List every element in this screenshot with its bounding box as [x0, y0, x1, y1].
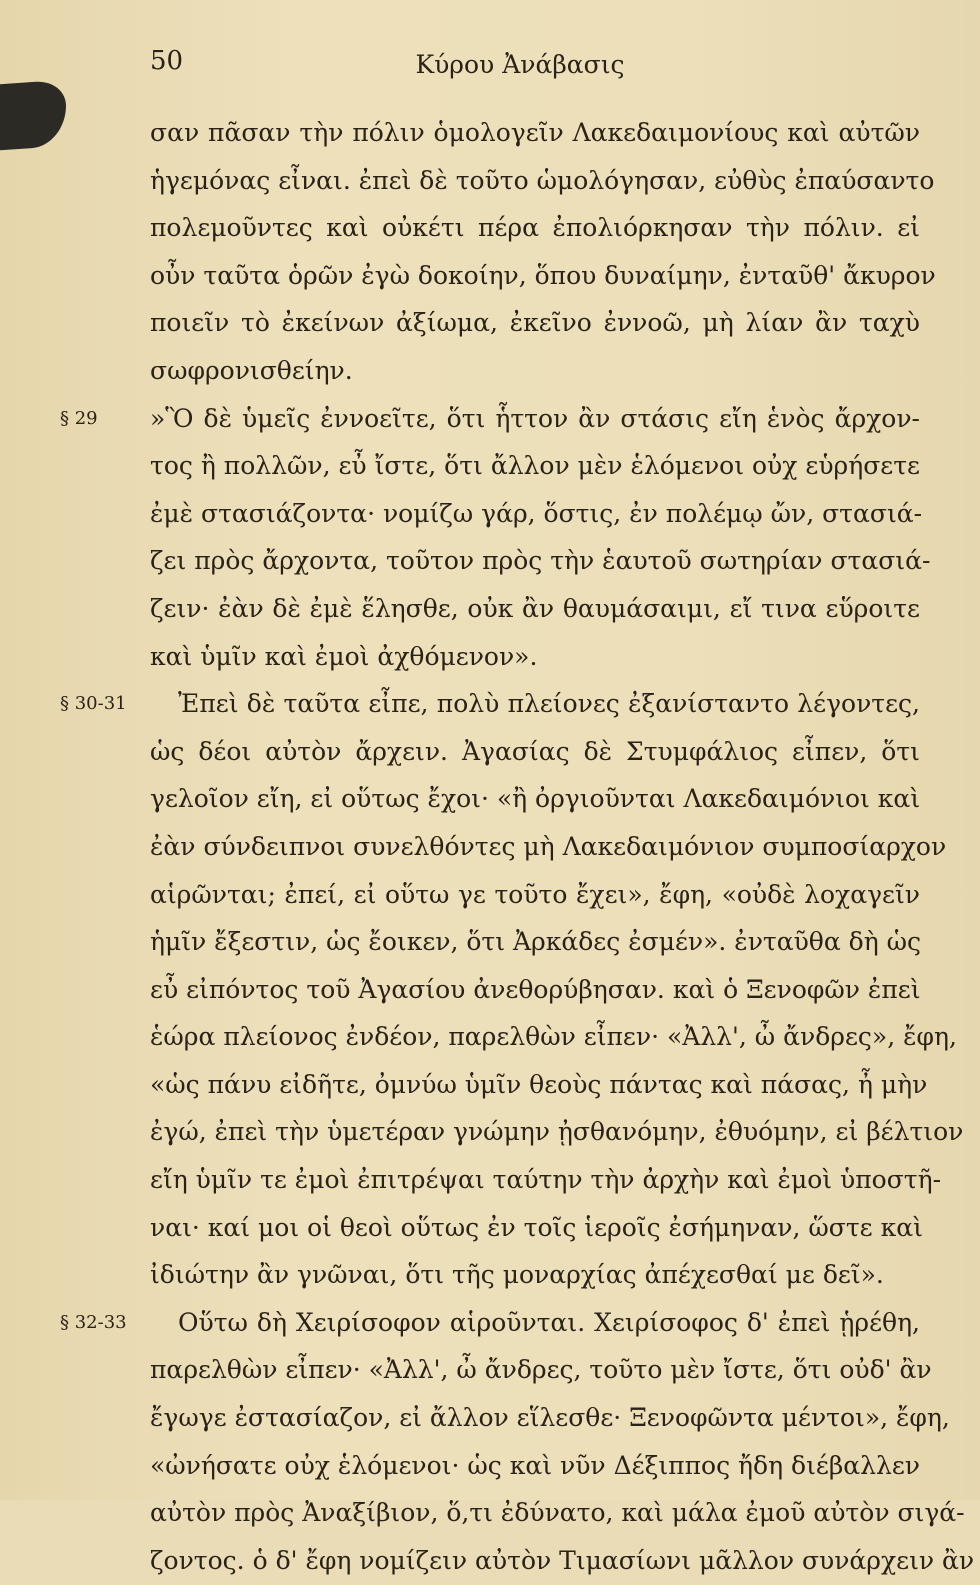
line-text: ἑώρα πλείονος ἐνδέον, παρελθὼν εἶπεν· «Ἀλλ', ὦ ἄνδρες», ἔφη,	[150, 1022, 957, 1052]
text-line	[0, 681, 980, 729]
text-line	[0, 824, 980, 872]
line-text: αὐτὸν πρὸς Ἀναξίβιον, ὅ,τι ἐδύνατο, καὶ μάλα ἐμοῦ αὐτὸν σιγά-	[150, 1498, 965, 1528]
line-text: ἔγωγε ἐστασίαζον, εἰ ἄλλον εἵλεσθε· Ξενοφῶντα μέντοι», ἔφη,	[150, 1403, 950, 1433]
line-text: οὖν ταῦτα ὁρῶν ἐγὼ δοκοίην, ὅπου δυναίμην, ἐνταῦθ' ἄκυρον	[150, 260, 936, 290]
text-line	[0, 1109, 980, 1157]
line-text: Οὕτω δὴ Χειρίσοφον αἱροῦνται. Χειρίσοφος δ' ἐπεὶ ᾑρέθη,	[178, 1307, 920, 1337]
text-line	[0, 253, 980, 301]
line-text: εἴη ὑμῖν τε ἐμοὶ ἐπιτρέψαι ταύτην τὴν ἀρχὴν καὶ ἐμοὶ ὑποστῆ-	[150, 1165, 942, 1195]
line-text: ζειν· ἐὰν δὲ ἐμὲ ἕλησθε, οὐκ ἂν θαυμάσαιμι, εἴ τινα εὕροιτε	[150, 593, 920, 623]
text-line	[0, 538, 980, 586]
text-line	[0, 110, 980, 158]
text-line	[0, 396, 980, 444]
page-number: 50	[150, 46, 184, 76]
running-head: Κύρου Ἀνάβασις	[415, 50, 625, 79]
line-text: ἐμὲ στασιάζοντα· νομίζω γάρ, ὅστις, ἐν πολέμῳ ὤν, στασιά-	[150, 498, 923, 528]
text-line	[0, 1205, 980, 1253]
section-marker: § 30-31	[60, 693, 127, 715]
text-line	[0, 205, 980, 253]
line-text: σαν πᾶσαν τὴν πόλιν ὁμολογεῖν Λακεδαιμονίους καὶ αὐτῶν	[150, 118, 920, 147]
text-line	[0, 1062, 980, 1110]
text-line	[0, 872, 980, 920]
text-body	[0, 110, 980, 1585]
text-line	[0, 348, 980, 396]
section-marker: § 29	[60, 407, 98, 429]
text-line	[0, 1395, 980, 1443]
line-text: σωφρονισθείην.	[150, 355, 353, 385]
text-line	[0, 491, 980, 539]
text-line	[0, 776, 980, 824]
text-line	[0, 634, 980, 682]
line-text: αἱρῶνται; ἐπεί, εἰ οὕτω γε τοῦτο ἔχει», ἔφη, «οὐδὲ λοχαγεῖν	[150, 879, 920, 909]
text-line	[0, 1490, 980, 1538]
text-line	[0, 158, 980, 206]
line-text: ποιεῖν τὸ ἐκείνων ἀξίωμα, ἐκεῖνο ἐννοῶ, μὴ λίαν ἂν ταχὺ	[150, 308, 920, 338]
line-text: «ὠνήσατε οὐχ ἑλόμενοι· ὡς καὶ νῦν Δέξιππος ἤδη διέβαλλεν	[150, 1450, 920, 1480]
line-text: ζοντος. ὁ δ' ἔφη νομίζειν αὐτὸν Τιμασίωνι μᾶλλον συνάρχειν ἂν	[150, 1545, 975, 1575]
line-text: γελοῖον εἴη, εἰ οὕτως ἔχοι· «ἢ ὀργιοῦνται Λακεδαιμόνιοι καὶ	[150, 784, 921, 814]
line-text: καὶ ὑμῖν καὶ ἐμοὶ ἀχθόμενον».	[150, 641, 538, 671]
text-line	[0, 1014, 980, 1062]
text-line	[0, 1300, 980, 1348]
text-line	[0, 729, 980, 777]
line-text: ἐγώ, ἐπεὶ τὴν ὑμετέραν γνώμην ᾐσθανόμην, ἐθυόμην, εἰ βέλτιον	[150, 1117, 964, 1147]
line-text: παρελθὼν εἶπεν· «Ἀλλ', ὦ ἄνδρες, τοῦτο μὲν ἴστε, ὅτι οὐδ' ἂν	[150, 1355, 932, 1385]
section-marker: § 32-33	[60, 1311, 127, 1333]
line-text: τος ἢ πολλῶν, εὖ ἴστε, ὅτι ἄλλον μὲν ἑλόμενοι οὐχ εὑρήσετε	[150, 451, 920, 481]
line-text: πολεμοῦντες καὶ οὐκέτι πέρα ἐπολιόρκησαν τὴν πόλιν. εἰ	[150, 213, 920, 243]
text-line	[0, 919, 980, 967]
text-line	[0, 1157, 980, 1205]
text-line	[0, 1538, 980, 1585]
text-line	[0, 1347, 980, 1395]
line-text: ἐὰν σύνδειπνοι συνελθόντες μὴ Λακεδαιμόνιον συμποσίαρχον	[150, 831, 947, 861]
line-text: «ὡς πάνυ εἰδῆτε, ὀμνύω ὑμῖν θεοὺς πάντας καὶ πάσας, ἦ μὴν	[150, 1069, 928, 1099]
line-text: ἡμῖν ἔξεστιν, ὡς ἔοικεν, ὅτι Ἀρκάδες ἐσμέν». ἐνταῦθα δὴ ὡς	[150, 927, 922, 957]
text-line	[0, 300, 980, 348]
line-text: εὖ εἰπόντος τοῦ Ἀγασίου ἀνεθορύβησαν. καὶ ὁ Ξενοφῶν ἐπεὶ	[150, 974, 921, 1004]
text-line	[0, 443, 980, 491]
text-line	[0, 1443, 980, 1491]
line-text: ὡς δέοι αὐτὸν ἄρχειν. Ἀγασίας δὲ Στυμφάλιος εἶπεν, ὅτι	[150, 736, 920, 766]
line-text: ἰδιώτην ἂν γνῶναι, ὅτι τῆς μοναρχίας ἀπέχεσθαί με δεῖ».	[150, 1260, 884, 1290]
line-text: ζει πρὸς ἄρχοντα, τοῦτον πρὸς τὴν ἑαυτοῦ σωτηρίαν στασιά-	[150, 546, 931, 576]
line-text: ἡγεμόνας εἶναι. ἐπεὶ δὲ τοῦτο ὡμολόγησαν, εὐθὺς ἐπαύσαντο	[150, 165, 935, 195]
text-line	[0, 967, 980, 1015]
text-line	[0, 586, 980, 634]
line-text: »Ὃ δὲ ὑμεῖς ἐννοεῖτε, ὅτι ἧττον ἂν στάσις εἴη ἑνὸς ἄρχον-	[150, 403, 920, 433]
line-text: Ἐπεὶ δὲ ταῦτα εἶπε, πολὺ πλείονες ἐξανίσταντο λέγοντες,	[178, 689, 920, 719]
line-text: ναι· καί μοι οἱ θεοὶ οὕτως ἐν τοῖς ἱεροῖς ἐσήμηναν, ὥστε καὶ	[150, 1212, 923, 1242]
text-line	[0, 1252, 980, 1300]
